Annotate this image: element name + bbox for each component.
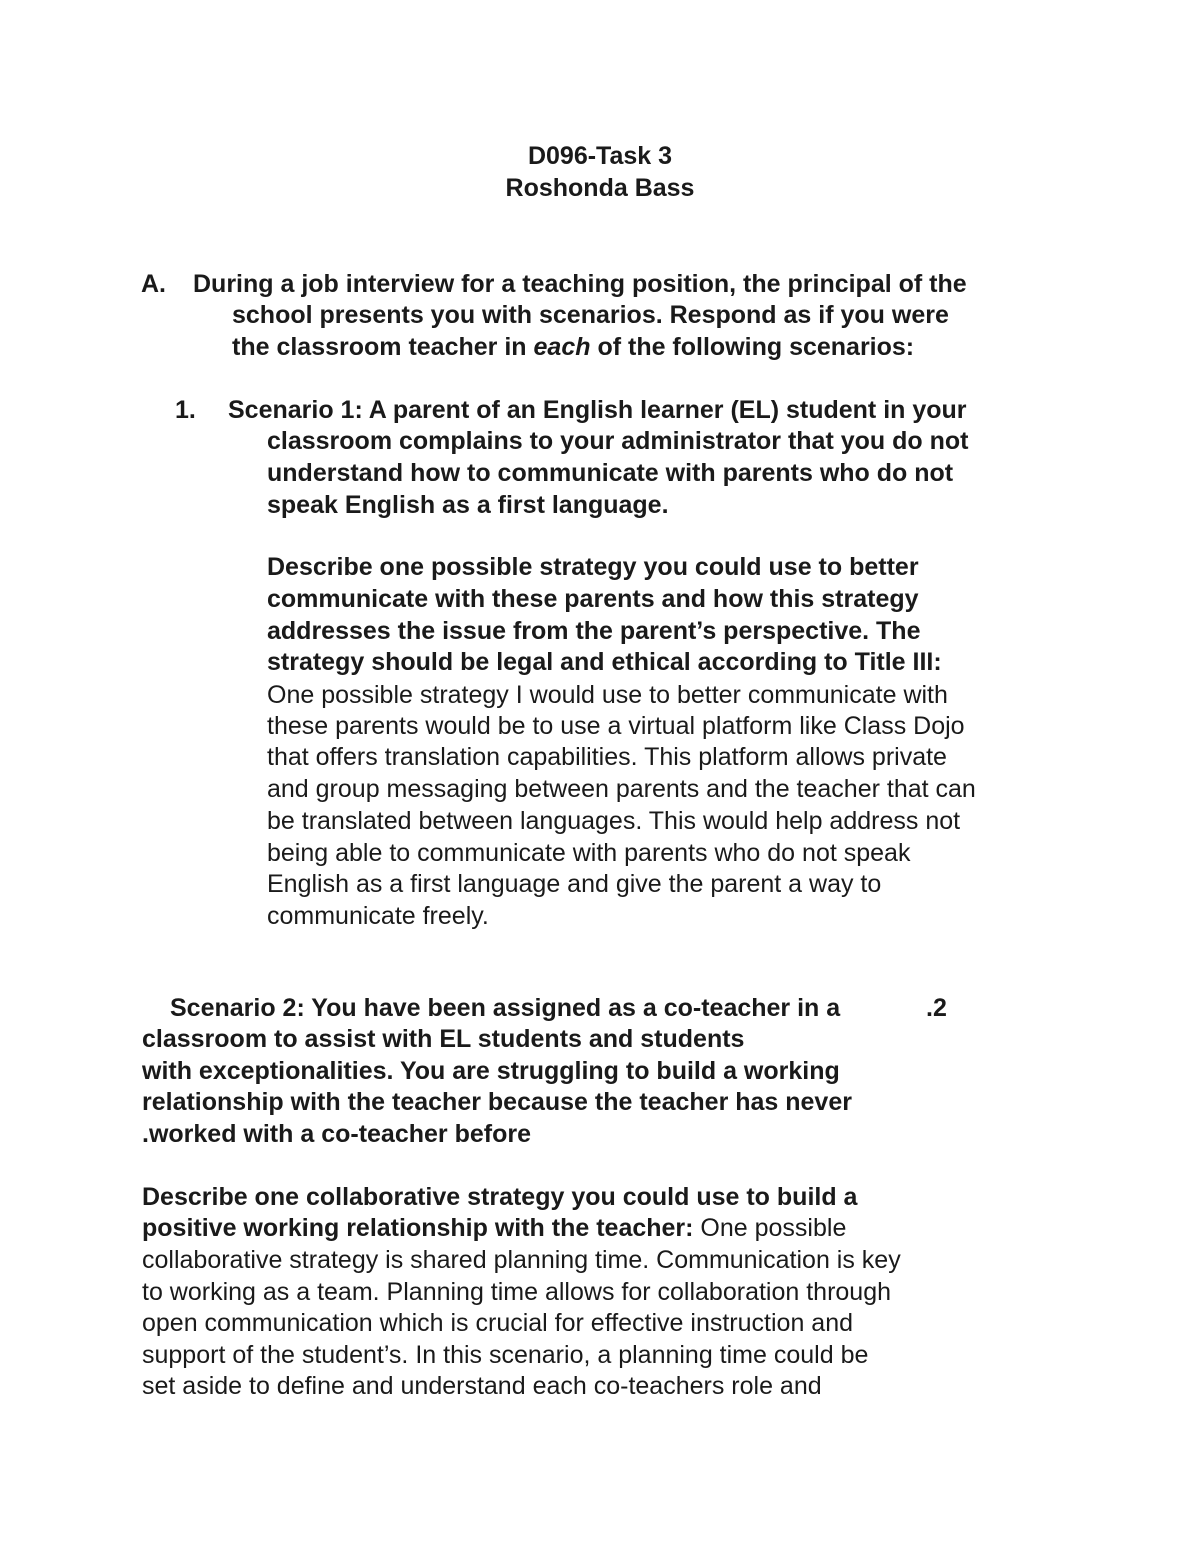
- section-a-prompt-line-1: During a job interview for a teaching position, the principal of the: [193, 270, 967, 298]
- scenario-2-marker: .2: [926, 994, 947, 1022]
- scenario-1-answer-line-7: English as a first language and give the parent a way to: [267, 870, 882, 898]
- scenario-1-answer-line-1: One possible strategy I would use to better communicate with: [267, 681, 948, 709]
- document-title: D096-Task 3: [527, 142, 673, 170]
- scenario-1-prompt-line-2: classroom complains to your administrator that you do not: [267, 427, 969, 455]
- scenario-1-answer-line-2: these parents would be to use a virtual platform like Class Dojo: [267, 712, 965, 740]
- scenario-2-answer-start: One possible: [693, 1214, 847, 1242]
- scenario-2-question-line-2: [142, 1213, 846, 1244]
- scenario-1-question-line-2: communicate with these parents and how this strategy: [267, 585, 919, 613]
- section-a-prompt-line-3-end: of the following scenarios:: [590, 333, 915, 361]
- scenario-1-prompt-line-1: Scenario 1: A parent of an English learner (EL) student in your: [228, 396, 967, 424]
- section-a-prompt-emphasis: each: [533, 333, 591, 361]
- scenario-2-answer-line-4: support of the student’s. In this scenario, a planning time could be: [142, 1341, 869, 1369]
- scenario-1-answer-line-4: and group messaging between parents and the teacher that can: [267, 775, 976, 803]
- scenario-2-prompt-line-5: .worked with a co-teacher before: [142, 1120, 531, 1148]
- scenario-1-answer-line-8: communicate freely.: [267, 902, 489, 930]
- section-a-prompt-line-2: school presents you with scenarios. Respond as if you were: [232, 301, 949, 329]
- scenario-2-answer-line-1: collaborative strategy is shared planning time. Communication is key: [142, 1246, 901, 1274]
- scenario-2-prompt-line-2: classroom to assist with EL students and students: [142, 1025, 745, 1053]
- scenario-1-marker: 1.: [175, 396, 196, 424]
- scenario-1-question-line-1: Describe one possible strategy you could use to better: [267, 553, 919, 581]
- section-a-prompt-line-3: [232, 332, 914, 363]
- scenario-1-question-line-4: strategy should be legal and ethical according to Title III:: [267, 648, 942, 676]
- section-a-marker: A.: [141, 270, 166, 298]
- scenario-2-prompt-line-1: Scenario 2: You have been assigned as a co-teacher in a: [170, 994, 841, 1022]
- scenario-2-answer-line-5: set aside to define and understand each co-teachers role and: [142, 1372, 822, 1400]
- scenario-1-answer-line-6: being able to communicate with parents who do not speak: [267, 839, 911, 867]
- scenario-2-prompt-line-3: with exceptionalities. You are struggling to build a working: [142, 1057, 840, 1085]
- author-name: Roshonda Bass: [505, 174, 695, 202]
- scenario-1-prompt-line-4: speak English as a first language.: [267, 491, 669, 519]
- scenario-2-answer-line-3: open communication which is crucial for effective instruction and: [142, 1309, 853, 1337]
- scenario-2-question-line-1: Describe one collaborative strategy you could use to build a: [142, 1183, 858, 1211]
- scenario-1-question-line-3: addresses the issue from the parent’s perspective. The: [267, 617, 921, 645]
- scenario-1-answer-line-5: be translated between languages. This would help address not: [267, 807, 961, 835]
- scenario-2-answer-line-2: to working as a team. Planning time allows for collaboration through: [142, 1278, 892, 1306]
- scenario-2-prompt-line-4: relationship with the teacher because the teacher has never: [142, 1088, 852, 1116]
- scenario-1-prompt-line-3: understand how to communicate with parents who do not: [267, 459, 954, 487]
- scenario-1-answer-line-3: that offers translation capabilities. This platform allows private: [267, 743, 947, 771]
- scenario-2-question-end: positive working relationship with the teacher:: [142, 1214, 694, 1242]
- section-a-prompt-line-3-start: the classroom teacher in: [232, 333, 534, 361]
